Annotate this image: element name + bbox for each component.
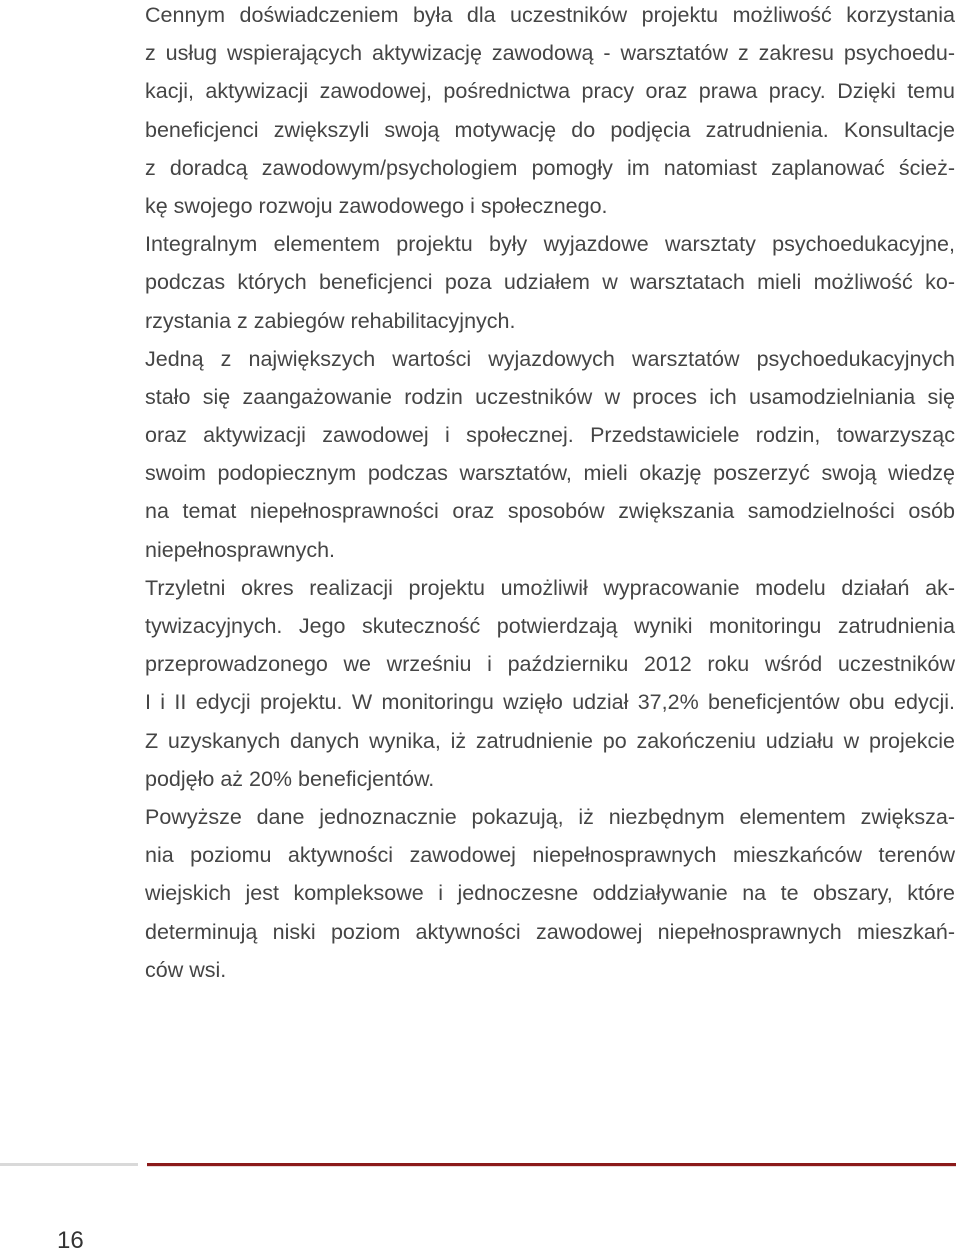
text-line: kę swojego rozwoju zawodowego i społecznego.	[145, 193, 608, 218]
paragraph	[145, 569, 955, 798]
text-line: beneficjenci zwiększyli swoją motywację do podjęcia zatrudnienia. Konsultacje	[145, 117, 955, 142]
text-line: podczas których beneficjenci poza udziałem w warsztatach mieli możliwość ko-	[145, 270, 955, 295]
body-text	[145, 0, 955, 989]
text-line: Jedną z największych wartości wyjazdowych warsztatów psychoedukacyjnych	[145, 346, 955, 371]
text-line: podjęło aż 20% beneficjentów.	[145, 766, 435, 791]
paragraph	[145, 225, 955, 340]
text-line: stało się zaangażowanie rodzin uczestników w proces ich usamodzielniania się	[145, 384, 955, 409]
text-line: Trzyletni okres realizacji projektu umożliwił wypracowanie modelu działań ak-	[145, 575, 955, 600]
page-number: 16	[57, 1227, 84, 1253]
text-line: Cennym doświadczeniem była dla uczestników projektu możliwość korzystania	[145, 3, 955, 27]
paragraph	[145, 0, 955, 225]
text-line: kacji, aktywizacji zawodowej, pośrednictwa pracy oraz prawa pracy. Dzięki temu	[145, 79, 955, 104]
text-line: niepełnosprawnych.	[145, 537, 336, 562]
text-line: z doradcą zawodowym/psychologiem pomogły im natomiast zaplanować ścież-	[145, 155, 955, 180]
text-line: nia poziomu aktywności zawodowej niepełnosprawnych mieszkańców terenów	[145, 843, 955, 868]
text-line: na temat niepełnosprawności oraz sposobów zwiększania samodzielności osób	[145, 499, 955, 524]
text-line: swoim podopiecznym podczas warsztatów, mieli okazję poszerzyć swoją wiedzę	[145, 461, 955, 486]
text-line: tywizacyjnych. Jego skuteczność potwierdzają wyniki monitoringu zatrudnienia	[145, 614, 955, 638]
text-line: oraz aktywizacji zawodowej i społecznej. Przedstawiciele rodzin, towarzysząc	[145, 423, 955, 448]
text-line: Z uzyskanych danych wynika, iż zatrudnienie po zakończeniu udziału w projekcie	[145, 728, 955, 753]
text-line: z usług wspierających aktywizację zawodową - warsztatów z zakresu psychoedu-	[145, 41, 955, 66]
text-line: wiejskich jest kompleksowe i jednoczesne oddziaływanie na te obszary, które	[145, 881, 955, 906]
paragraph	[145, 798, 955, 989]
footer-rule-accent-shadow	[147, 1166, 956, 1167]
text-line: Powyższe dane jednoznacznie pokazują, iż niezbędnym elementem zwiększa-	[145, 804, 955, 829]
paragraph	[145, 340, 955, 569]
text-line: Integralnym elementem projektu były wyjazdowe warsztaty psychoedukacyjne,	[145, 232, 955, 257]
text-line: I i II edycji projektu. W monitoringu wzięło udział 37,2% beneficjentów obu edycji.	[145, 690, 955, 715]
text-line: przeprowadzonego we wrześniu i październiku 2012 roku wśród uczestników	[145, 652, 955, 677]
text-line: rzystania z zabiegów rehabilitacyjnych.	[145, 308, 516, 333]
footer-rule-gray	[0, 1163, 138, 1166]
text-line: ców wsi.	[145, 957, 227, 982]
text-line: determinują niski poziom aktywności zawodowej niepełnosprawnych mieszkań-	[145, 919, 955, 944]
